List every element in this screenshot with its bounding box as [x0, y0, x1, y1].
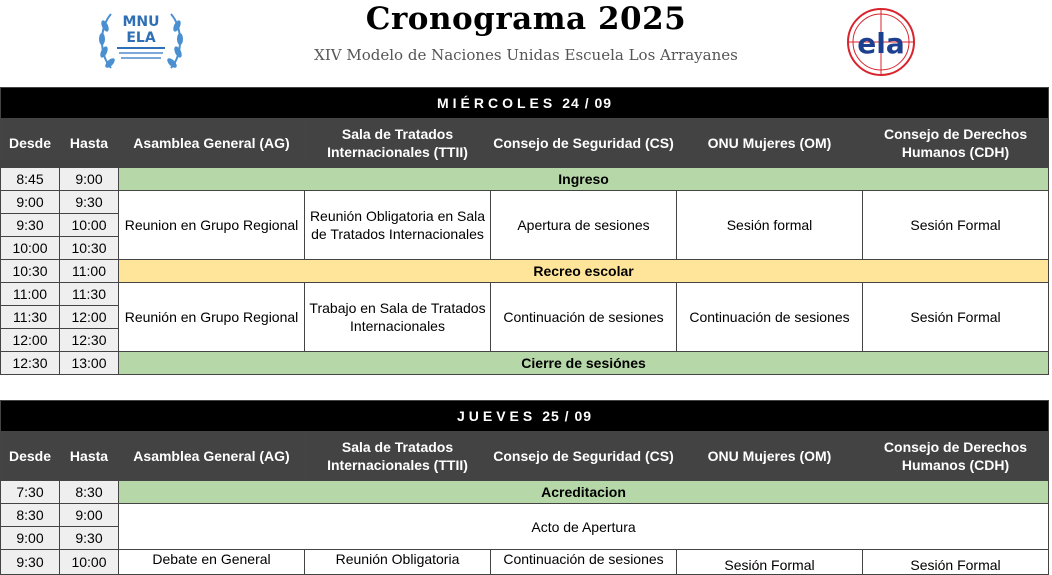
cs-session: Continuación de sesiones	[491, 550, 677, 575]
day-name: JUEVES	[456, 408, 537, 424]
col-hasta: Hasta	[60, 432, 119, 481]
time-to: 10:00	[60, 214, 119, 237]
time-to: 9:00	[60, 504, 119, 527]
svg-text:ela: ela	[857, 27, 905, 60]
time-from: 10:30	[1, 260, 60, 283]
col-cdh: Consejo de Derechos Humanos (CDH)	[863, 432, 1049, 481]
col-ttii: Sala de Tratados Internacionales (TTII)	[305, 119, 491, 168]
ttii-session: Trabajo en Sala de Tratados Internacionales	[305, 283, 491, 352]
time-to: 12:00	[60, 306, 119, 329]
time-to: 12:30	[60, 329, 119, 352]
page-title: Cronograma 2025	[365, 1, 687, 37]
col-ag: Asamblea General (AG)	[119, 432, 305, 481]
ingreso-cell: Ingreso	[119, 168, 1049, 191]
time-to: 11:30	[60, 283, 119, 306]
time-from: 11:00	[1, 283, 60, 306]
time-from: 12:00	[1, 329, 60, 352]
time-to: 9:30	[60, 191, 119, 214]
time-from: 10:00	[1, 237, 60, 260]
time-to: 9:30	[60, 527, 119, 550]
time-to: 8:30	[60, 481, 119, 504]
col-desde: Desde	[1, 432, 60, 481]
ag-session: Debate en General	[119, 550, 305, 575]
time-from: 8:45	[1, 168, 60, 191]
ag-session: Reunion en Grupo Regional	[119, 191, 305, 260]
cierre-cell: Cierre de sesiónes	[119, 352, 1049, 375]
day-title	[1, 401, 1049, 432]
time-from: 9:30	[1, 214, 60, 237]
ag-session: Reunión en Grupo Regional	[119, 283, 305, 352]
page-header	[0, 0, 1052, 87]
col-cs: Consejo de Seguridad (CS)	[491, 119, 677, 168]
col-hasta: Hasta	[60, 119, 119, 168]
time-from: 8:30	[1, 504, 60, 527]
cdh-session: Sesión Formal	[863, 550, 1049, 575]
day-title	[1, 88, 1049, 119]
time-to: 13:00	[60, 352, 119, 375]
apertura-cell: Acto de Apertura	[119, 504, 1049, 550]
cs-session: Continuación de sesiones	[491, 283, 677, 352]
cs-session: Apertura de sesiones	[491, 191, 677, 260]
ttii-session: Reunión Obligatoria	[305, 550, 491, 575]
time-from: 9:00	[1, 527, 60, 550]
time-from: 9:00	[1, 191, 60, 214]
schedule-day2	[0, 400, 1049, 575]
col-cs: Consejo de Seguridad (CS)	[491, 432, 677, 481]
svg-text:ELA: ELA	[126, 30, 156, 46]
col-om: ONU Mujeres (OM)	[677, 432, 863, 481]
time-to: 9:00	[60, 168, 119, 191]
col-ag: Asamblea General (AG)	[119, 119, 305, 168]
page-subtitle: XIV Modelo de Naciones Unidas Escuela Los Arrayanes	[314, 46, 738, 64]
col-desde: Desde	[1, 119, 60, 168]
time-from: 7:30	[1, 481, 60, 504]
schedule-day1	[0, 87, 1049, 375]
time-to: 10:00	[60, 550, 119, 575]
time-to: 11:00	[60, 260, 119, 283]
ela-logo	[845, 7, 917, 77]
col-om: ONU Mujeres (OM)	[677, 119, 863, 168]
om-session: Sesión Formal	[677, 550, 863, 575]
acreditacion-cell: Acreditacion	[119, 481, 1049, 504]
day-name: MIÉRCOLES	[437, 95, 557, 111]
recreo-cell: Recreo escolar	[119, 260, 1049, 283]
day-date: 25 / 09	[542, 408, 593, 424]
ttii-session: Reunión Obligatoria en Sala de Tratados Internacionales	[305, 191, 491, 260]
time-from: 9:30	[1, 550, 60, 575]
time-from: 11:30	[1, 306, 60, 329]
om-session: Sesión formal	[677, 191, 863, 260]
om-session: Continuación de sesiones	[677, 283, 863, 352]
day-date: 24 / 09	[562, 95, 613, 111]
time-to: 10:30	[60, 237, 119, 260]
cdh-session: Sesión Formal	[863, 283, 1049, 352]
cdh-session: Sesión Formal	[863, 191, 1049, 260]
col-cdh: Consejo de Derechos Humanos (CDH)	[863, 119, 1049, 168]
time-from: 12:30	[1, 352, 60, 375]
col-ttii: Sala de Tratados Internacionales (TTII)	[305, 432, 491, 481]
logo-text: MNU	[122, 14, 160, 30]
